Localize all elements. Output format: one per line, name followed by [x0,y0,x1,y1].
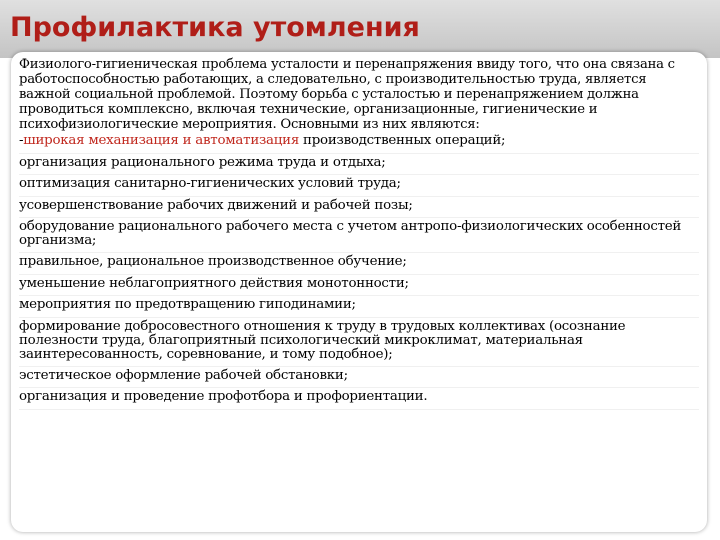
list-item: уменьшение неблагоприятного действия монотонности; [19,275,699,297]
list-item: мероприятия по предотвращению гиподинамии; [19,296,699,318]
list-item-prefix: - [19,133,24,148]
content-box [11,52,707,532]
slide-title: Профилактика утомления [10,12,420,43]
list-item: эстетическое оформление рабочей обстановки; [19,367,699,389]
list-item: правильное, рациональное производственное обучение; [19,253,699,275]
intro-paragraph: Физиолого-гигиеническая проблема усталости и перенапряжения ввиду того, что она связана с работоспособностью работающих, а следовательно, с производительностью труда, является важной социальной проблемой. Поэтому борьба с усталостью и перенапряжением должна проводиться комплексно, включая технические, организационные, гигиенические и психофизиологические мероприятия. Основными из них являются: [19,57,675,132]
list-item-rest: производственных операций; [299,133,506,148]
highlighted-phrase: широкая механизация и автоматизация [23,133,300,148]
list-item: формирование добросовестного отношения к труду в трудовых коллективах (осознание полезности труда, благоприятный психологический микроклимат, материальная заинтересованность, соревнование, и тому подобное); [19,318,699,367]
list-item: организация и проведение профотбора и профориентации. [19,388,699,410]
list-item: организация рационального режима труда и отдыха; [19,154,699,176]
list-item [19,132,699,154]
list-item: оптимизация санитарно-гигиенических условий труда; [19,175,699,197]
list-item: усовершенствование рабочих движений и рабочей позы; [19,197,699,219]
measures-list [19,132,699,410]
list-item: оборудование рационального рабочего места с учетом антропо-физиологических особенностей организма; [19,218,699,253]
